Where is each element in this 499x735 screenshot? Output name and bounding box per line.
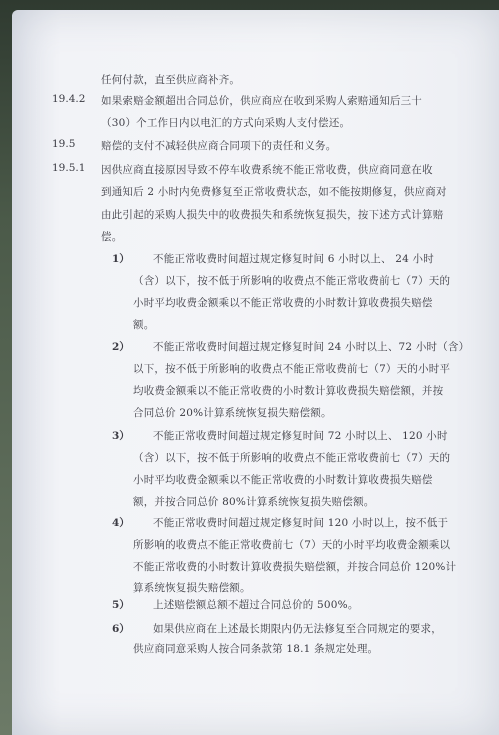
text-line: 以下，按不低于所影响的收费点不能正常收费前七（7）天的小时平 <box>133 363 451 375</box>
text-line: 所影响的收费点不能正常收费前七（7）天的小时平均收费金额乘以 <box>133 539 451 551</box>
item-label: 3） <box>112 430 130 442</box>
text-line: 不能正常收费时间超过规定修复时间 6 小时以上、 24 小时 <box>153 253 434 265</box>
text-line: 偿。 <box>101 231 123 243</box>
text-line: 算系统恢复损失赔偿额。 <box>133 582 251 594</box>
text-line: 不能正常收费时间超过规定修复时间 72 小时以上、 120 小时 <box>153 430 448 442</box>
item-label: 6） <box>112 623 130 635</box>
text-line: 因供应商直接原因导致不停车收费系统不能正常收费，供应商同意在收 <box>101 164 433 176</box>
text-line: 赔偿的支付不减轻供应商合同项下的责任和义务。 <box>101 140 337 152</box>
clause-number: 19.5.1 <box>52 162 86 174</box>
text-line: 不能正常收费的小时数计算收费损失赔偿额，并按合同总价 120%计 <box>133 561 457 573</box>
text-line: （含）以下，按不低于所影响的收费点不能正常收费前七（7）天的 <box>133 275 451 287</box>
text-line: 任何付款，直至供应商补齐。 <box>101 74 241 86</box>
text-line: 由此引起的采购人损失中的收费损失和系统恢复损失，按下述方式计算赔 <box>101 209 444 221</box>
text-line: 供应商同意采购人按合同条款第 18.1 条规定处理。 <box>133 643 379 655</box>
text-line: 上述赔偿额总额不超过合同总价的 500%。 <box>153 599 359 611</box>
text-line: 合同总价 20%计算系统恢复损失赔偿额。 <box>133 407 332 419</box>
text-line: 不能正常收费时间超过规定修复时间 24 小时以上、72 小时（含） <box>153 341 470 353</box>
text-line: （含）以下，按不低于所影响的收费点不能正常收费前七（7）天的 <box>133 452 451 464</box>
text-line: 额，并按合同总价 80%计算系统恢复损失赔偿额。 <box>133 496 375 508</box>
text-line: 如果索赔金额超出合同总价，供应商应在收到采购人索赔通知后三十 <box>101 95 422 107</box>
text-line: 小时平均收费金额乘以不能正常收费的小时数计算收费损失赔偿 <box>133 474 433 486</box>
item-label: 5） <box>112 599 130 611</box>
clause-number: 19.5 <box>52 138 76 150</box>
text-line: 额。 <box>133 319 155 331</box>
clause-number: 19.4.2 <box>52 93 86 105</box>
item-label: 2） <box>112 341 130 353</box>
text-line: 如果供应商在上述最长期限内仍无法修复至合同规定的要求， <box>153 623 442 635</box>
text-line: 到通知后 2 小时内免费修复至正常收费状态，如不能按期修复，供应商对 <box>101 186 447 198</box>
item-label: 1） <box>112 253 130 265</box>
item-label: 4） <box>112 517 130 529</box>
text-line: 小时平均收费金额乘以不能正常收费的小时数计算收费损失赔偿 <box>133 297 433 309</box>
text-line: 不能正常收费时间超过规定修复时间 120 小时以上，按不低于 <box>153 517 449 529</box>
text-line: 均收费金额乘以不能正常收费的小时数计算收费损失赔偿额，并按 <box>133 385 444 397</box>
text-line: （30）个工作日内以电汇的方式向采购人支付偿还。 <box>101 117 351 129</box>
